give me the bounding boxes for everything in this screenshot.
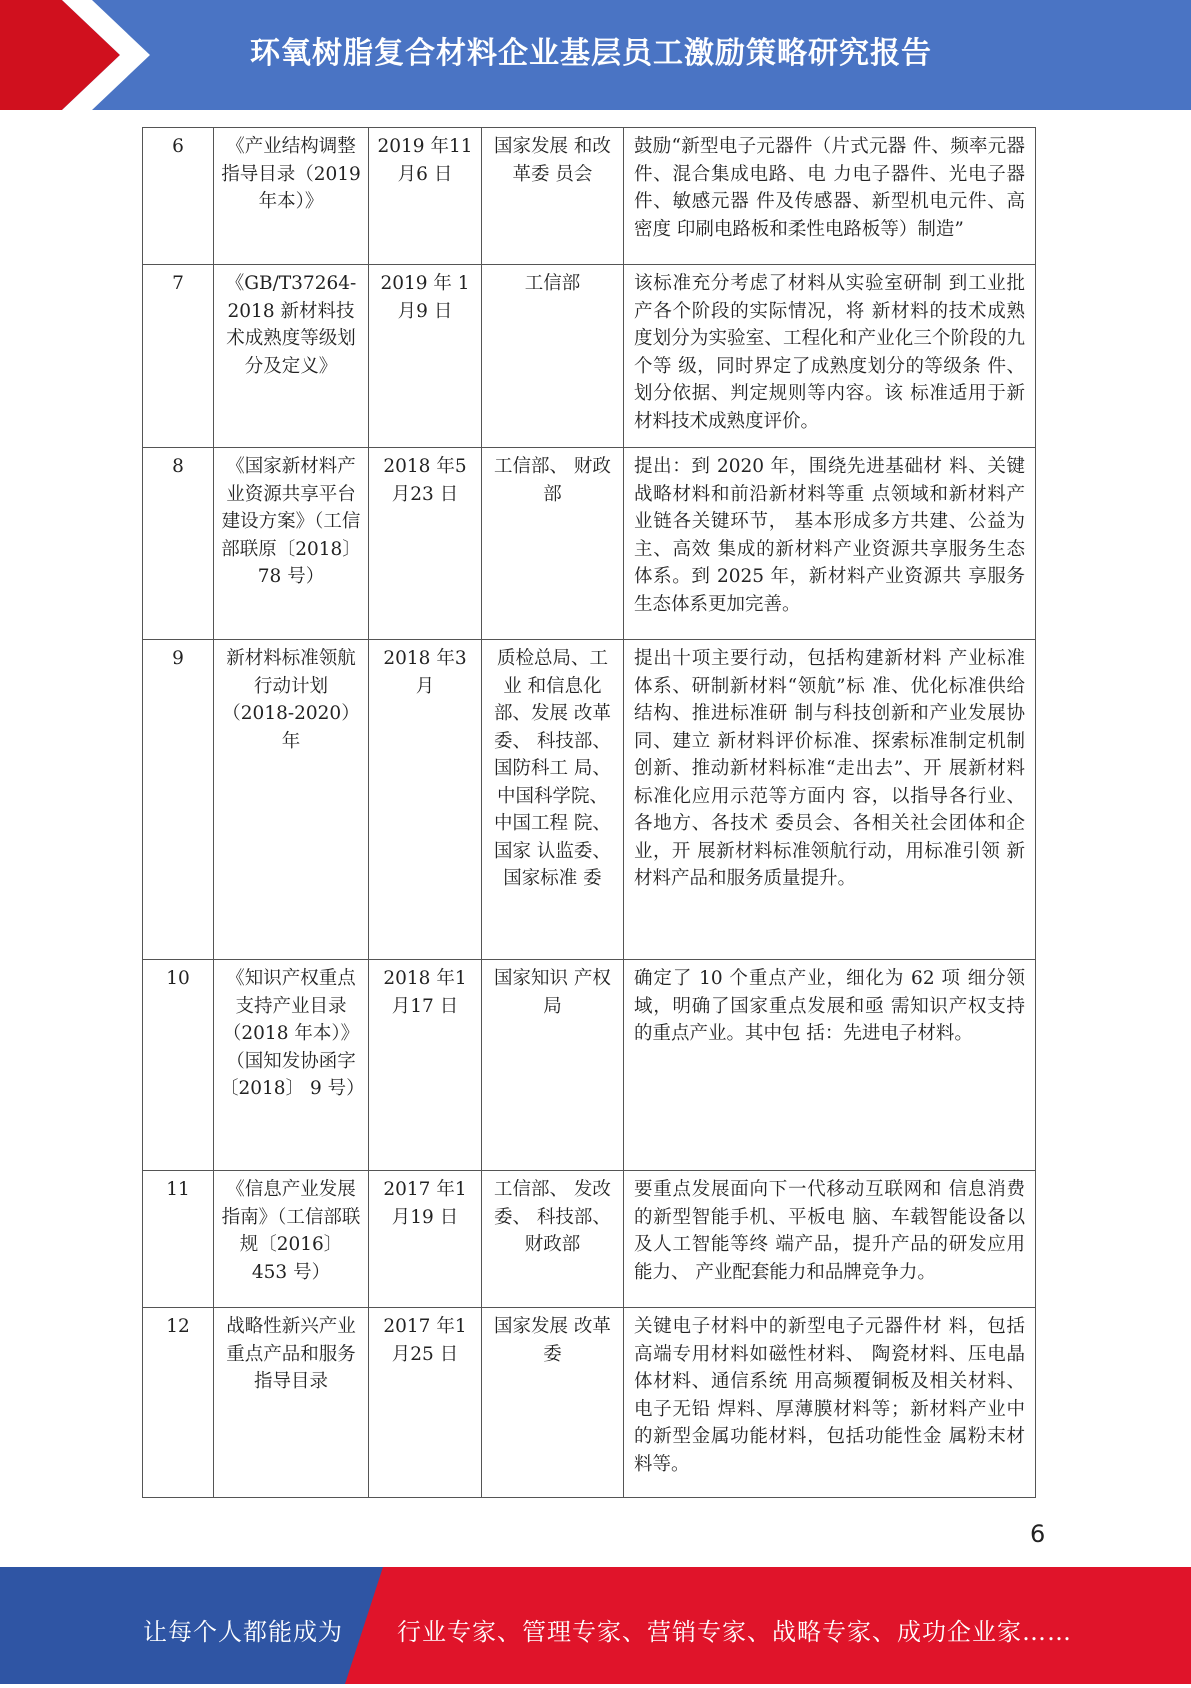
policy-date: 2018 年3 月: [369, 640, 482, 960]
table-row: [143, 448, 1036, 640]
policy-content: 鼓励“新型电子元器件（片式元器 件、频率元器件、混合集成电路、电 力电子器件、光电子器件、敏感元器 件及传感器、新型机电元件、高密度 印刷电路板和柔性电路板等）制造”: [624, 128, 1036, 265]
issuing-department: 工信部、 财政部: [482, 448, 624, 640]
issuing-department: 国家发展 改革委: [482, 1308, 624, 1498]
policy-content: 提出：到 2020 年，围绕先进基础材 料、关键战略材料和前沿新材料等重 点领域和新材料产业链各关键环节， 基本形成多方共建、公益为主、高效 集成的新材料产业资源共享服务生态 体系。到 2025 年，新材料产业资源共 享服务生态体系更加完善。: [624, 448, 1036, 640]
footer-slogan-right: 行业专家、管理专家、营销专家、战略专家、成功企业家……: [397, 1618, 1072, 1646]
policy-date: 2018 年1 月17 日: [369, 960, 482, 1171]
page-number: 6: [1030, 1520, 1046, 1548]
table-row: [143, 1171, 1036, 1308]
policy-date: 2017 年1 月19 日: [369, 1171, 482, 1308]
table-row: [143, 960, 1036, 1171]
issuing-department: 国家发展 和改革委 员会: [482, 128, 624, 265]
policy-content: 确定了 10 个重点产业，细化为 62 项 细分领域，明确了国家重点发展和亟 需知识产权支持的重点产业。其中包 括：先进电子材料。: [624, 960, 1036, 1171]
policy-table-wrapper: [142, 127, 1036, 1498]
footer-slogan-left: 让每个人都能成为: [143, 1618, 343, 1646]
issuing-department: 工信部: [482, 265, 624, 448]
issuing-department: 工信部、 发改委、 科技部、 财政部: [482, 1171, 624, 1308]
issuing-department: 质检总局、工业 和信息化部、发展 改革委、 科技部、 国防科工 局、中国科学院、 中国工程 院、 国家 认监委、 国家标准 委: [482, 640, 624, 960]
policy-title: 《知识产权重点支持产业目录（2018 年本）》（国知发协函字〔2018〕 9 号）: [214, 960, 369, 1171]
policy-content: 要重点发展面向下一代移动互联网和 信息消费的新型智能手机、平板电 脑、车载智能设备以及人工智能等终 端产品，提升产品的研发应用能力、 产业配套能力和品牌竞争力。: [624, 1171, 1036, 1308]
policy-title: 战略性新兴产业重点产品和服务指导目录: [214, 1308, 369, 1498]
policy-title: 新材料标准领航行动计划（2018-2020）年: [214, 640, 369, 960]
report-title: 环氧树脂复合材料企业基层员工激励策略研究报告: [250, 36, 932, 71]
row-number: 7: [143, 265, 214, 448]
row-number: 11: [143, 1171, 214, 1308]
table-row: [143, 265, 1036, 448]
policy-date: 2019 年11 月6 日: [369, 128, 482, 265]
row-number: 10: [143, 960, 214, 1171]
row-number: 12: [143, 1308, 214, 1498]
table-row: [143, 1308, 1036, 1498]
page-header: [0, 0, 1191, 110]
issuing-department: 国家知识 产权局: [482, 960, 624, 1171]
policy-date: 2018 年5 月23 日: [369, 448, 482, 640]
policy-content: 提出十项主要行动，包括构建新材料 产业标准体系、研制新材料“领航”标 准、优化标准供给结构、推进标准研 制与科技创新和产业发展协同、建立 新材料评价标准、探索标准制定机制 创新、推动新材料标准“走出去”、开 展新材料标准化应用示范等方面内 容，以指导各行业、各地方、各技术 委员会、各相关社会团体和企业，开 展新材料标准领航行动，用标准引领 新材料产品和服务质量提升。: [624, 640, 1036, 960]
policy-title: 《信息产业发展指南》（工信部联规〔2016〕 453 号）: [214, 1171, 369, 1308]
policy-title: 《产业结构调整指导目录（2019 年本）》: [214, 128, 369, 265]
policy-date: 2017 年1 月25 日: [369, 1308, 482, 1498]
policy-title: 《GB/T37264-2018 新材料技术成熟度等级划分及定义》: [214, 265, 369, 448]
policy-content: 该标准充分考虑了材料从实验室研制 到工业批产各个阶段的实际情况，将 新材料的技术成熟度划分为实验室、工程化和产业化三个阶段的九个等 级，同时界定了成熟度划分的等级条 件、划分依据、判定规则等内容。该 标准适用于新材料技术成熟度评价。: [624, 265, 1036, 448]
table-row: [143, 128, 1036, 265]
row-number: 8: [143, 448, 214, 640]
policy-date: 2019 年 1月9 日: [369, 265, 482, 448]
row-number: 9: [143, 640, 214, 960]
policy-title: 《国家新材料产业资源共享平台建设方案》（工信部联原〔2018〕 78 号）: [214, 448, 369, 640]
policy-table: [142, 127, 1036, 1498]
row-number: 6: [143, 128, 214, 265]
table-row: [143, 640, 1036, 960]
policy-content: 关键电子材料中的新型电子元器件材 料，包括高端专用材料如磁性材料、 陶瓷材料、压电晶体材料、通信系统 用高频覆铜板及相关材料、电子无铅 焊料、厚薄膜材料等；新材料产业中 的新型金属功能材料，包括功能性金 属粉末材料等。: [624, 1308, 1036, 1498]
header-arrow-icon: [0, 0, 160, 110]
